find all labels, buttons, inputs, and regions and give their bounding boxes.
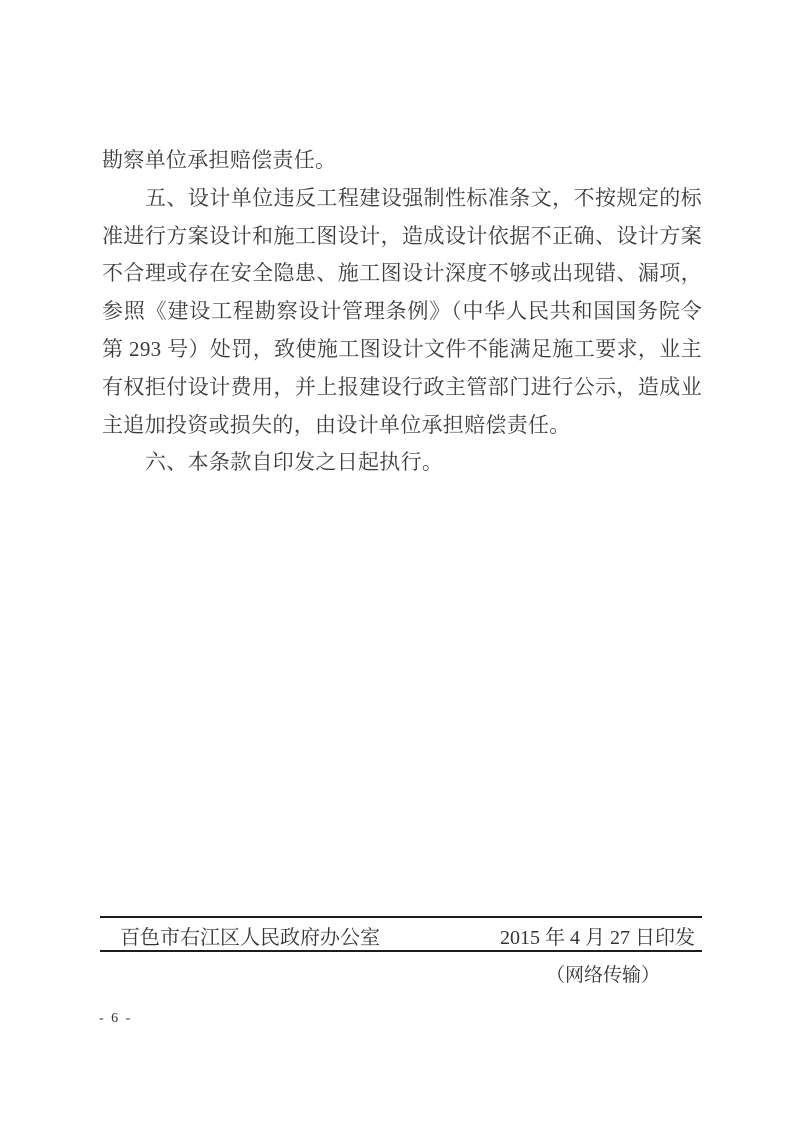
colophon-top-rule [100,916,702,918]
body-line: 有权拒付设计费用，并上报建设行政主管部门进行公示，造成业 [102,374,702,399]
body-line: 主追加投资或损失的，由设计单位承担赔偿责任。 [102,412,571,437]
transmission-note: （网络传输） [545,965,660,986]
body-line: 参照《建设工程勘察设计管理条例》（中华人民共和国国务院令 [102,299,702,324]
body-line: 六、本条款自印发之日起执行。 [145,450,444,475]
issuer-name: 百色市右江区人民政府办公室 [120,926,380,949]
body-line: 五、设计单位违反工程建设强制性标准条文，不按规定的标 [145,185,702,210]
body-line: 准进行方案设计和施工图设计，造成设计依据不正确、设计方案 [102,223,702,248]
page-number: - 6 - [99,1011,133,1026]
colophon-bottom-rule [100,950,702,952]
body-line: 勘察单位承担赔偿责任。 [102,148,337,172]
print-date: 2015 年 4 月 27 日印发 [500,926,695,949]
body-line: 不合理或存在安全隐患、施工图设计深度不够或出现错、漏项， [102,261,702,286]
body-line: 第 293 号）处罚，致使施工图设计文件不能满足施工要求，业主 [102,336,702,361]
document-body [102,142,702,482]
colophon-row [100,921,702,949]
